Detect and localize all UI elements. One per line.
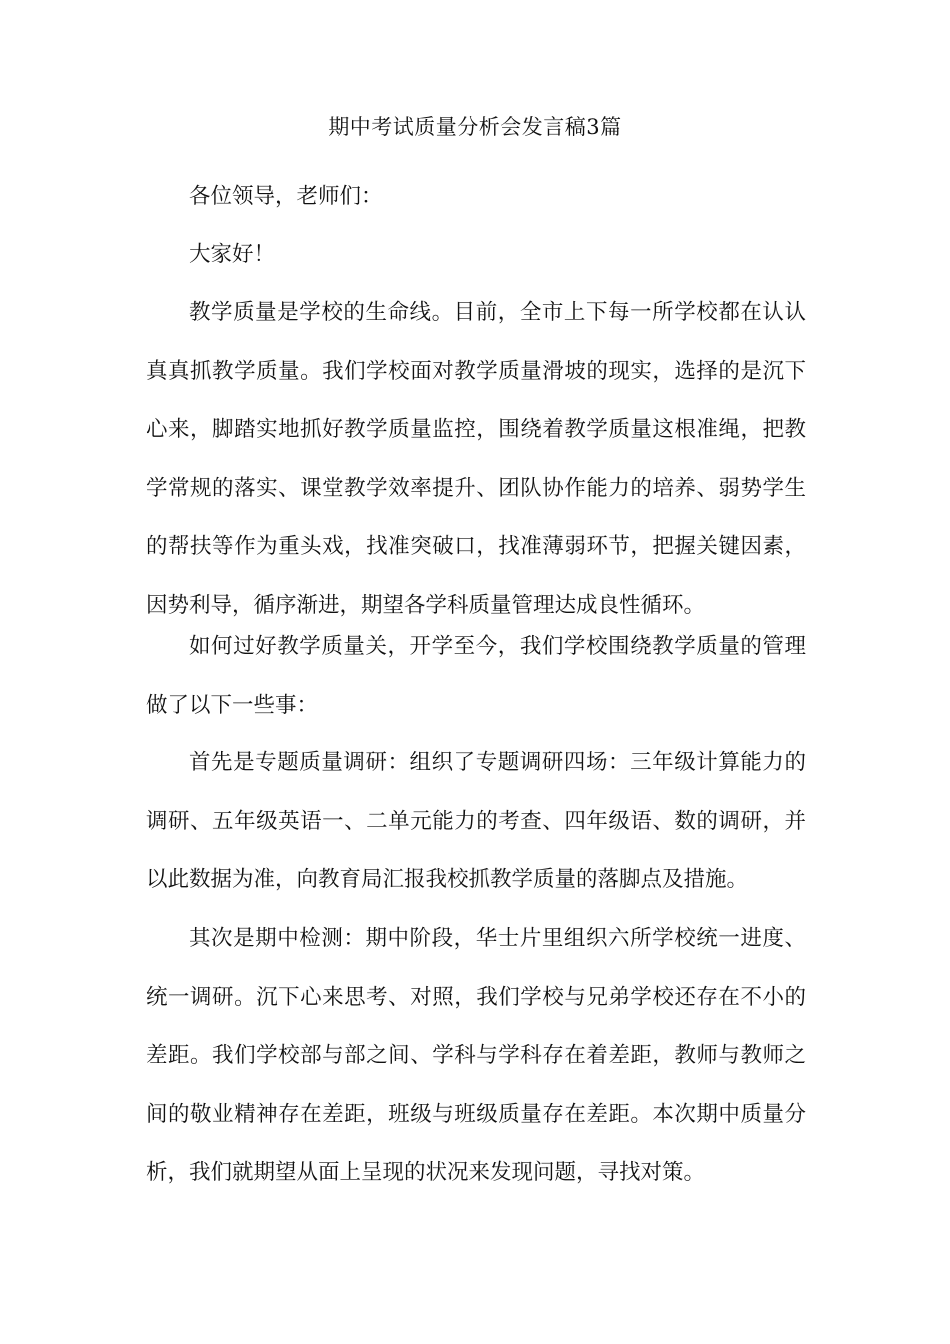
paragraph-line: 的帮扶等作为重头戏，找准突破口，找准薄弱环节，把握关键因素， [146, 534, 806, 559]
paragraph-line: 以此数据为准，向教育局汇报我校抓教学质量的落脚点及措施。 [146, 867, 749, 892]
document-title: 期中考试质量分析会发言稿3篇 [328, 115, 622, 139]
paragraph-1 [146, 284, 806, 635]
paragraph-line: 做了以下一些事： [146, 692, 319, 718]
paragraph-line: 真真抓教学质量。我们学校面对教学质量滑坡的现实，选择的是沉下 [146, 358, 806, 384]
paragraph-line: 心来，脚踏实地抓好教学质量监控，围绕着教学质量这根准绳，把教 [146, 417, 806, 442]
hello-paragraph [146, 226, 806, 285]
paragraph-line: 间的敬业精神存在差距，班级与班级质量存在差距。本次期中质量分 [146, 1101, 806, 1127]
paragraph-line: 统一调研。沉下心来思考、对照，我们学校与兄弟学校还存在不小的 [146, 984, 806, 1010]
paragraph-line: 学常规的落实、课堂教学效率提升、团队协作能力的培养、弱势学生 [146, 475, 806, 501]
paragraph-line: 教学质量是学校的生命线。目前，全市上下每一所学校都在认认 [189, 300, 806, 325]
hello-line: 大家好！ [189, 242, 276, 267]
paragraph-3 [146, 734, 806, 910]
paragraph-line: 其次是期中检测：期中阶段，华士片里组织六所学校统一进度、 [189, 926, 806, 951]
greeting-paragraph [146, 168, 806, 227]
paragraph-line: 差距。我们学校部与部之间、学科与学科存在着差距，教师与教师之 [146, 1043, 806, 1068]
paragraph-line: 如何过好教学质量关，开学至今，我们学校围绕教学质量的管理 [189, 634, 806, 659]
paragraph-line: 首先是专题质量调研：组织了专题调研四场：三年级计算能力的 [189, 750, 806, 775]
paragraph-line: 析，我们就期望从面上呈现的状况来发现问题，寻找对策。 [146, 1160, 706, 1185]
paragraph-2 [146, 618, 806, 735]
paragraph-4 [146, 910, 806, 1203]
greeting-line: 各位领导，老师们： [189, 184, 383, 209]
paragraph-line: 因势利导，循序渐进，期望各学科质量管理达成良性循环。 [146, 592, 706, 618]
paragraph-line: 调研、五年级英语一、二单元能力的考查、四年级语、数的调研，并 [146, 808, 806, 834]
